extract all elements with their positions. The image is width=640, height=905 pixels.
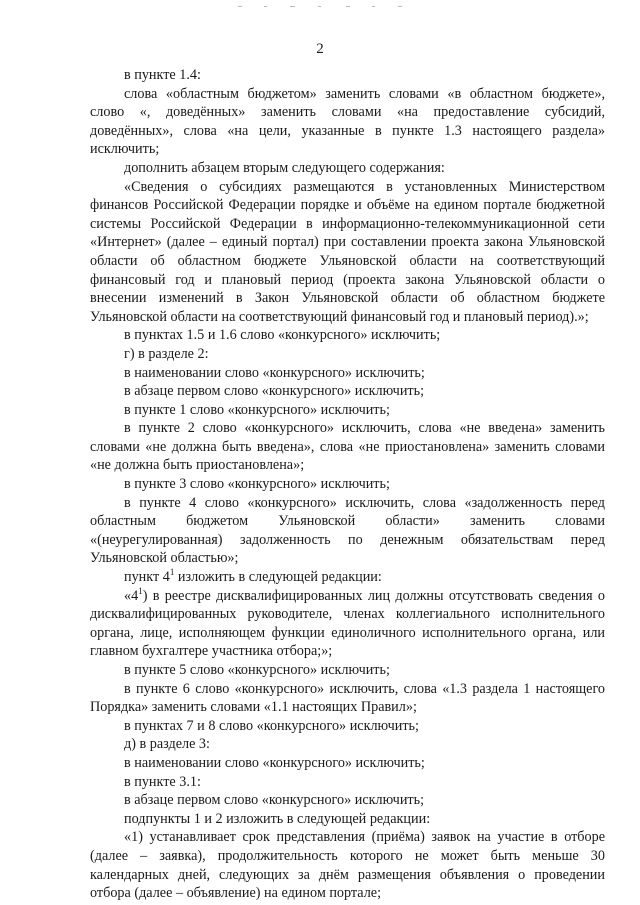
paragraph: в абзаце первом слово «конкурсного» исключить; (124, 792, 425, 809)
paragraph: подпункты 1 и 2 изложить в следующей редакции: (124, 810, 431, 827)
paragraph: в пункте 1 слово «конкурсного» исключить; (124, 401, 390, 418)
paragraph-4-1-text (90, 587, 605, 661)
paragraph-4-1-intro (90, 568, 605, 587)
text-run: «4 (124, 587, 139, 604)
paragraph: в пунктах 7 и 8 слово «конкурсного» исключить; (124, 717, 419, 734)
paragraph: в пункте 3.1: (124, 773, 201, 790)
page-number: 2 (316, 41, 324, 57)
paragraph: г) в разделе 2: (124, 345, 209, 362)
paragraph: в пункте 5 слово «конкурсного» исключить; (124, 662, 390, 678)
paragraph: в пунктах 1.5 и 1.6 слово «конкурсного» исключить; (124, 327, 441, 344)
paragraph: в пункте 6 слово «конкурсного» исключить, слова «1.3 раздела 1 настоящего Порядка» заменить словами «1.1 настоящих Правил»; (90, 680, 605, 716)
paragraph: в пункте 3 слово «конкурсного» исключить; (124, 476, 390, 493)
paragraph: д) в разделе 3: (124, 736, 210, 753)
paragraph: в пункте 1.4: (124, 67, 201, 83)
text-run: ) в реестре дисквалифицированных лиц должны отсутствовать сведения о дисквалифицированных руководителе, членах коллегиального исполнительного органа, лице, исполняющем функции единоличного исполнительного органа, или главном бухгалтере участника отбора;»; (90, 587, 605, 660)
paragraph: в наименовании слово «конкурсного» исключить; (124, 754, 425, 771)
scan-artifact-marks (0, 6, 640, 12)
superscript: 1 (138, 585, 143, 596)
paragraph: в наименовании слово «конкурсного» исключить; (124, 364, 425, 381)
paragraph: дополнить абзацем вторым следующего содержания: (124, 159, 445, 176)
paragraph: «1) устанавливает срок представления (приёма) заявок на участие в отборе (далее – заявка), продолжительность которого не может быть меньше 30 календарных дней, следующих за днём размещения объявления о проведении отбора (далее – объявление) на едином портале; (90, 829, 605, 902)
paragraph: в пункте 2 слово «конкурсного» исключить, слова «не введена» заменить словами «не должна быть введена», слова «не приостановлена» заменить словами «не должна быть приостановлена»; (90, 420, 605, 474)
paragraph: в абзаце первом слово «конкурсного» исключить; (124, 383, 425, 400)
text-run: пункт 4 (124, 569, 170, 586)
document-body (90, 66, 605, 903)
paragraph: «Сведения о субсидиях размещаются в установленных Министерством финансов Российской Федерации порядке и объёме на едином портале бюджетной системы Российской Федерации в информационно-телекоммуникационной сети «Интернет» (далее – единый портал) при составлении проекта закона Ульяновской области об областном бюджете Ульяновской области на соответствующий финансовый год и плановый период (проекта закона Ульяновской области о внесении изменений в Закон Ульяновской области об областном бюджете Ульяновской области на соответствующий финансовый год и плановый период).»; (90, 178, 605, 325)
superscript: 1 (169, 567, 175, 578)
paragraph: в пункте 4 слово «конкурсного» исключить, слова «задолженность перед областным бюджетом Ульяновской области» заменить словами «(неурегулированная) задолженность по денежным обязательствам перед Ульяновской областью»; (90, 494, 605, 567)
paragraph: слова «областным бюджетом» заменить словами «в областном бюджете», слово «, доведённых» заменить словами «на предоставление субсидий, доведённых», слова «на цели, указанные в пункте 1.3 настоящего раздела» исключить; (90, 85, 605, 158)
text-run: изложить в следующей редакции: (174, 569, 382, 586)
